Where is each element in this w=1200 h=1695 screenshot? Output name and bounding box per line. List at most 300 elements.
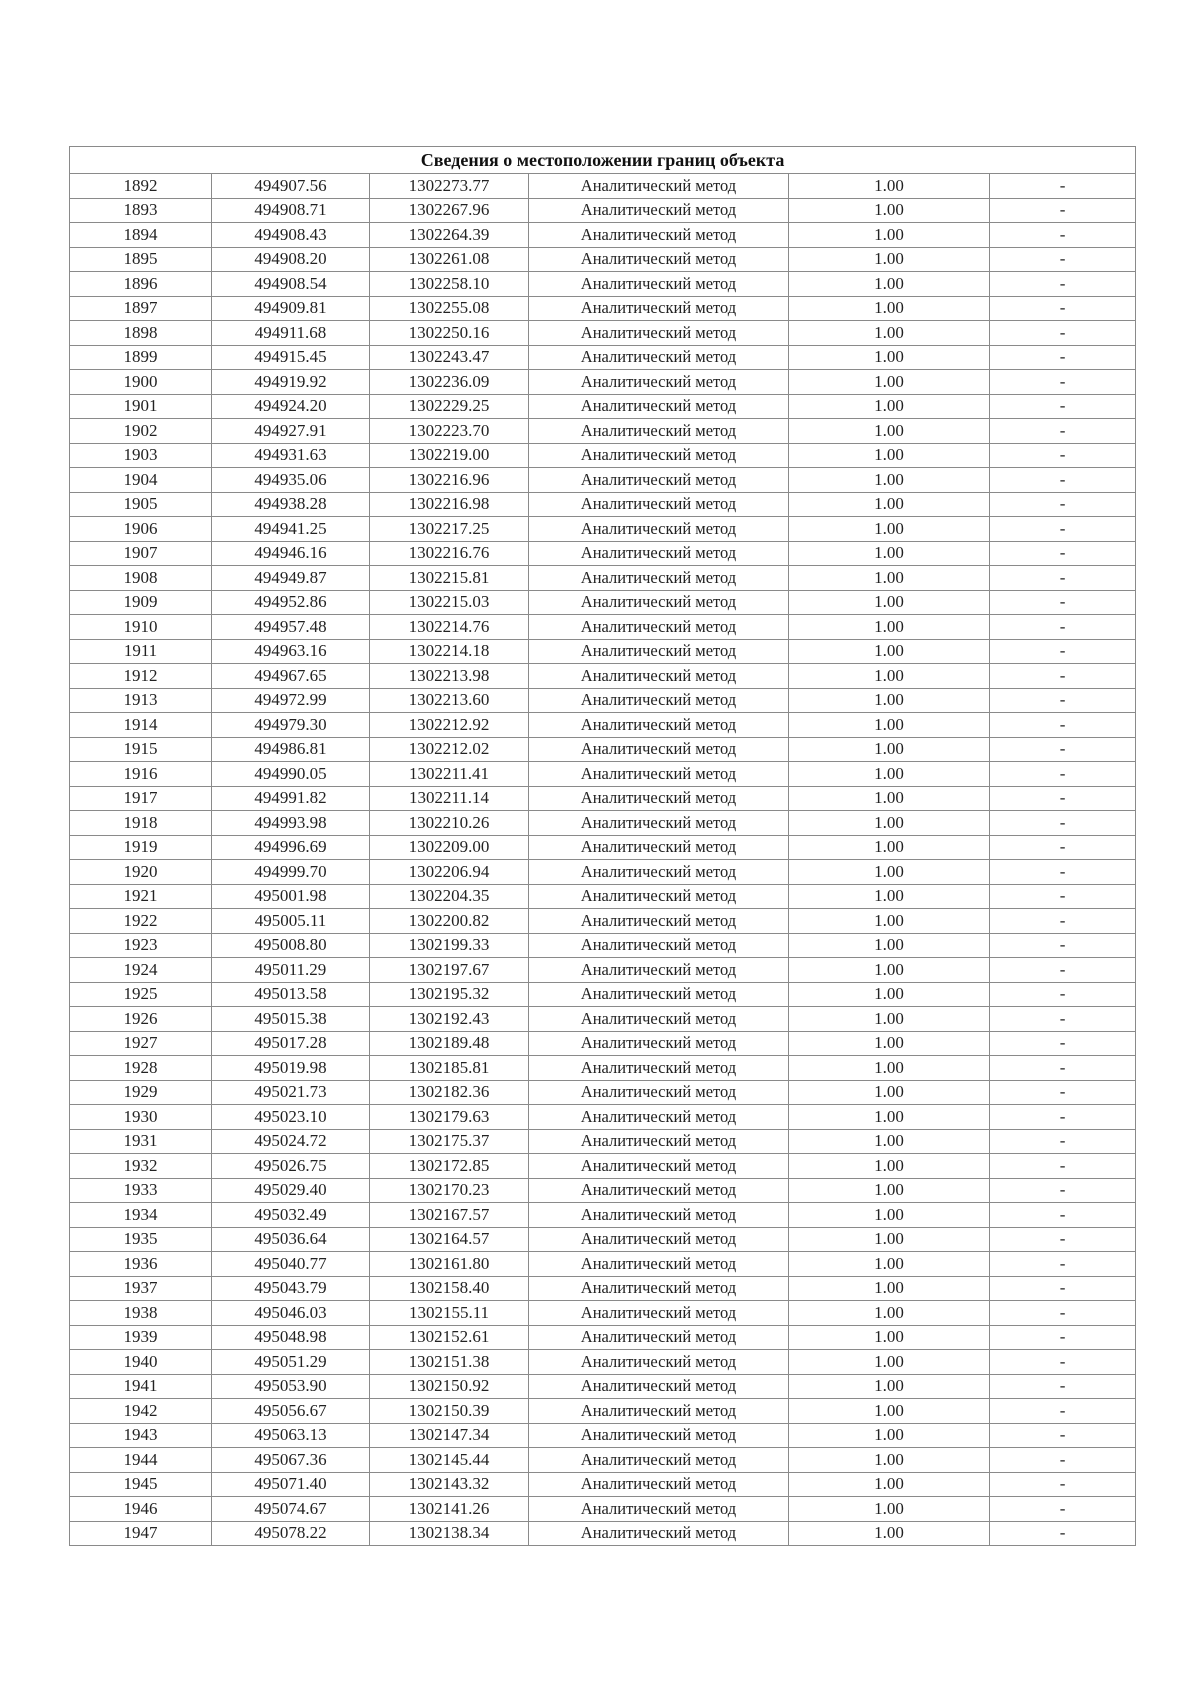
coord-y-cell: 1302258.10 (370, 272, 529, 297)
point-number-cell: 1942 (70, 1399, 212, 1424)
point-number-cell: 1940 (70, 1350, 212, 1375)
description-cell: - (990, 1521, 1136, 1546)
table-row (70, 1080, 1136, 1105)
accuracy-cell: 1.00 (789, 174, 990, 199)
method-cell: Аналитический метод (529, 1154, 789, 1179)
description-cell: - (990, 1472, 1136, 1497)
coord-y-cell: 1302182.36 (370, 1080, 529, 1105)
description-cell: - (990, 272, 1136, 297)
description-cell: - (990, 1154, 1136, 1179)
table-row (70, 933, 1136, 958)
description-cell: - (990, 1007, 1136, 1032)
coord-y-cell: 1302179.63 (370, 1105, 529, 1130)
description-cell: - (990, 958, 1136, 983)
method-cell: Аналитический метод (529, 958, 789, 983)
accuracy-cell: 1.00 (789, 566, 990, 591)
coord-y-cell: 1302141.26 (370, 1497, 529, 1522)
coord-y-cell: 1302243.47 (370, 345, 529, 370)
accuracy-cell: 1.00 (789, 1423, 990, 1448)
point-number-cell: 1908 (70, 566, 212, 591)
coord-y-cell: 1302264.39 (370, 223, 529, 248)
point-number-cell: 1922 (70, 909, 212, 934)
accuracy-cell: 1.00 (789, 1497, 990, 1522)
description-cell: - (990, 811, 1136, 836)
method-cell: Аналитический метод (529, 615, 789, 640)
coord-x-cell: 494931.63 (212, 443, 370, 468)
table-row (70, 835, 1136, 860)
point-number-cell: 1901 (70, 394, 212, 419)
description-cell: - (990, 296, 1136, 321)
table-row (70, 1399, 1136, 1424)
description-cell: - (990, 909, 1136, 934)
accuracy-cell: 1.00 (789, 737, 990, 762)
accuracy-cell: 1.00 (789, 933, 990, 958)
point-number-cell: 1944 (70, 1448, 212, 1473)
method-cell: Аналитический метод (529, 1080, 789, 1105)
point-number-cell: 1923 (70, 933, 212, 958)
accuracy-cell: 1.00 (789, 321, 990, 346)
coord-y-cell: 1302214.18 (370, 639, 529, 664)
coord-x-cell: 495040.77 (212, 1252, 370, 1277)
coord-x-cell: 495024.72 (212, 1129, 370, 1154)
method-cell: Аналитический метод (529, 394, 789, 419)
coord-y-cell: 1302195.32 (370, 982, 529, 1007)
accuracy-cell: 1.00 (789, 786, 990, 811)
coord-x-cell: 494941.25 (212, 517, 370, 542)
coord-x-cell: 494909.81 (212, 296, 370, 321)
method-cell: Аналитический метод (529, 1056, 789, 1081)
coord-y-cell: 1302273.77 (370, 174, 529, 199)
method-cell: Аналитический метод (529, 688, 789, 713)
method-cell: Аналитический метод (529, 370, 789, 395)
table-row (70, 1497, 1136, 1522)
coord-x-cell: 494993.98 (212, 811, 370, 836)
accuracy-cell: 1.00 (789, 198, 990, 223)
table-row (70, 394, 1136, 419)
point-number-cell: 1935 (70, 1227, 212, 1252)
coord-y-cell: 1302216.98 (370, 492, 529, 517)
point-number-cell: 1925 (70, 982, 212, 1007)
point-number-cell: 1894 (70, 223, 212, 248)
coord-x-cell: 494963.16 (212, 639, 370, 664)
point-number-cell: 1943 (70, 1423, 212, 1448)
description-cell: - (990, 198, 1136, 223)
point-number-cell: 1937 (70, 1276, 212, 1301)
table-row (70, 468, 1136, 493)
accuracy-cell: 1.00 (789, 468, 990, 493)
coord-x-cell: 494946.16 (212, 541, 370, 566)
table-row (70, 1374, 1136, 1399)
coord-x-cell: 495005.11 (212, 909, 370, 934)
accuracy-cell: 1.00 (789, 664, 990, 689)
method-cell: Аналитический метод (529, 1301, 789, 1326)
coord-x-cell: 495001.98 (212, 884, 370, 909)
table-row (70, 1350, 1136, 1375)
point-number-cell: 1933 (70, 1178, 212, 1203)
coord-x-cell: 494996.69 (212, 835, 370, 860)
coord-x-cell: 495078.22 (212, 1521, 370, 1546)
accuracy-cell: 1.00 (789, 1448, 990, 1473)
table-row (70, 860, 1136, 885)
table-row (70, 737, 1136, 762)
coord-x-cell: 494927.91 (212, 419, 370, 444)
coord-x-cell: 495036.64 (212, 1227, 370, 1252)
method-cell: Аналитический метод (529, 1472, 789, 1497)
table-row (70, 1129, 1136, 1154)
coord-y-cell: 1302206.94 (370, 860, 529, 885)
method-cell: Аналитический метод (529, 517, 789, 542)
accuracy-cell: 1.00 (789, 884, 990, 909)
point-number-cell: 1934 (70, 1203, 212, 1228)
coord-y-cell: 1302250.16 (370, 321, 529, 346)
accuracy-cell: 1.00 (789, 811, 990, 836)
table-row (70, 1301, 1136, 1326)
coord-x-cell: 495019.98 (212, 1056, 370, 1081)
coord-y-cell: 1302229.25 (370, 394, 529, 419)
description-cell: - (990, 786, 1136, 811)
method-cell: Аналитический метод (529, 982, 789, 1007)
table-row (70, 688, 1136, 713)
point-number-cell: 1926 (70, 1007, 212, 1032)
point-number-cell: 1920 (70, 860, 212, 885)
accuracy-cell: 1.00 (789, 1129, 990, 1154)
table-title: Сведения о местоположении границ объекта (70, 147, 1136, 174)
table-row (70, 762, 1136, 787)
coord-x-cell: 495021.73 (212, 1080, 370, 1105)
description-cell: - (990, 492, 1136, 517)
coord-x-cell: 495046.03 (212, 1301, 370, 1326)
coord-x-cell: 494919.92 (212, 370, 370, 395)
method-cell: Аналитический метод (529, 1448, 789, 1473)
coord-x-cell: 495032.49 (212, 1203, 370, 1228)
table-row (70, 419, 1136, 444)
accuracy-cell: 1.00 (789, 1276, 990, 1301)
coord-y-cell: 1302215.81 (370, 566, 529, 591)
method-cell: Аналитический метод (529, 345, 789, 370)
coord-y-cell: 1302147.34 (370, 1423, 529, 1448)
method-cell: Аналитический метод (529, 639, 789, 664)
method-cell: Аналитический метод (529, 1129, 789, 1154)
method-cell: Аналитический метод (529, 1497, 789, 1522)
coord-y-cell: 1302175.37 (370, 1129, 529, 1154)
description-cell: - (990, 1227, 1136, 1252)
accuracy-cell: 1.00 (789, 517, 990, 542)
method-cell: Аналитический метод (529, 1031, 789, 1056)
accuracy-cell: 1.00 (789, 1031, 990, 1056)
accuracy-cell: 1.00 (789, 835, 990, 860)
method-cell: Аналитический метод (529, 860, 789, 885)
accuracy-cell: 1.00 (789, 1080, 990, 1105)
table-row (70, 1472, 1136, 1497)
coord-y-cell: 1302223.70 (370, 419, 529, 444)
table-row (70, 1227, 1136, 1252)
method-cell: Аналитический метод (529, 713, 789, 738)
accuracy-cell: 1.00 (789, 958, 990, 983)
coord-x-cell: 495048.98 (212, 1325, 370, 1350)
coord-x-cell: 495051.29 (212, 1350, 370, 1375)
description-cell: - (990, 566, 1136, 591)
coord-y-cell: 1302197.67 (370, 958, 529, 983)
point-number-cell: 1918 (70, 811, 212, 836)
point-number-cell: 1902 (70, 419, 212, 444)
description-cell: - (990, 345, 1136, 370)
coord-y-cell: 1302212.92 (370, 713, 529, 738)
table-title-row (70, 147, 1136, 174)
coord-y-cell: 1302213.60 (370, 688, 529, 713)
description-cell: - (990, 884, 1136, 909)
coord-y-cell: 1302170.23 (370, 1178, 529, 1203)
coord-y-cell: 1302210.26 (370, 811, 529, 836)
point-number-cell: 1924 (70, 958, 212, 983)
description-cell: - (990, 688, 1136, 713)
point-number-cell: 1936 (70, 1252, 212, 1277)
coord-x-cell: 494915.45 (212, 345, 370, 370)
coord-x-cell: 494957.48 (212, 615, 370, 640)
table-row (70, 247, 1136, 272)
accuracy-cell: 1.00 (789, 1472, 990, 1497)
table-row (70, 541, 1136, 566)
table-row (70, 443, 1136, 468)
coord-y-cell: 1302216.76 (370, 541, 529, 566)
coord-x-cell: 495011.29 (212, 958, 370, 983)
accuracy-cell: 1.00 (789, 615, 990, 640)
coord-y-cell: 1302236.09 (370, 370, 529, 395)
description-cell: - (990, 1252, 1136, 1277)
coord-y-cell: 1302211.14 (370, 786, 529, 811)
point-number-cell: 1893 (70, 198, 212, 223)
table-row (70, 272, 1136, 297)
accuracy-cell: 1.00 (789, 713, 990, 738)
method-cell: Аналитический метод (529, 737, 789, 762)
method-cell: Аналитический метод (529, 590, 789, 615)
coord-x-cell: 494952.86 (212, 590, 370, 615)
description-cell: - (990, 639, 1136, 664)
coord-x-cell: 494908.71 (212, 198, 370, 223)
table-row (70, 1521, 1136, 1546)
table-row (70, 639, 1136, 664)
table-row (70, 1178, 1136, 1203)
description-cell: - (990, 615, 1136, 640)
coord-y-cell: 1302219.00 (370, 443, 529, 468)
description-cell: - (990, 370, 1136, 395)
point-number-cell: 1929 (70, 1080, 212, 1105)
point-number-cell: 1947 (70, 1521, 212, 1546)
table-body (70, 174, 1136, 1546)
accuracy-cell: 1.00 (789, 909, 990, 934)
accuracy-cell: 1.00 (789, 1399, 990, 1424)
point-number-cell: 1909 (70, 590, 212, 615)
coord-x-cell: 494938.28 (212, 492, 370, 517)
coord-x-cell: 494972.99 (212, 688, 370, 713)
coord-y-cell: 1302192.43 (370, 1007, 529, 1032)
accuracy-cell: 1.00 (789, 1325, 990, 1350)
coord-y-cell: 1302212.02 (370, 737, 529, 762)
coord-x-cell: 494979.30 (212, 713, 370, 738)
table-row (70, 1154, 1136, 1179)
method-cell: Аналитический метод (529, 835, 789, 860)
point-number-cell: 1895 (70, 247, 212, 272)
point-number-cell: 1913 (70, 688, 212, 713)
description-cell: - (990, 835, 1136, 860)
description-cell: - (990, 1325, 1136, 1350)
coord-x-cell: 494911.68 (212, 321, 370, 346)
coord-x-cell: 494986.81 (212, 737, 370, 762)
point-number-cell: 1917 (70, 786, 212, 811)
coord-x-cell: 495074.67 (212, 1497, 370, 1522)
coord-y-cell: 1302216.96 (370, 468, 529, 493)
coord-x-cell: 495008.80 (212, 933, 370, 958)
point-number-cell: 1945 (70, 1472, 212, 1497)
coord-y-cell: 1302189.48 (370, 1031, 529, 1056)
description-cell: - (990, 1497, 1136, 1522)
method-cell: Аналитический метод (529, 1521, 789, 1546)
description-cell: - (990, 1423, 1136, 1448)
table-row (70, 1252, 1136, 1277)
accuracy-cell: 1.00 (789, 590, 990, 615)
coord-x-cell: 495043.79 (212, 1276, 370, 1301)
table-row (70, 713, 1136, 738)
method-cell: Аналитический метод (529, 1325, 789, 1350)
accuracy-cell: 1.00 (789, 688, 990, 713)
coord-x-cell: 495056.67 (212, 1399, 370, 1424)
boundary-points-table (69, 146, 1136, 1546)
coord-y-cell: 1302209.00 (370, 835, 529, 860)
description-cell: - (990, 713, 1136, 738)
accuracy-cell: 1.00 (789, 1154, 990, 1179)
accuracy-cell: 1.00 (789, 860, 990, 885)
table-row (70, 345, 1136, 370)
description-cell: - (990, 590, 1136, 615)
point-number-cell: 1912 (70, 664, 212, 689)
point-number-cell: 1932 (70, 1154, 212, 1179)
method-cell: Аналитический метод (529, 419, 789, 444)
accuracy-cell: 1.00 (789, 1252, 990, 1277)
description-cell: - (990, 394, 1136, 419)
coord-y-cell: 1302161.80 (370, 1252, 529, 1277)
point-number-cell: 1938 (70, 1301, 212, 1326)
point-number-cell: 1916 (70, 762, 212, 787)
coord-x-cell: 494991.82 (212, 786, 370, 811)
method-cell: Аналитический метод (529, 762, 789, 787)
table-row (70, 517, 1136, 542)
coord-y-cell: 1302213.98 (370, 664, 529, 689)
method-cell: Аналитический метод (529, 664, 789, 689)
point-number-cell: 1892 (70, 174, 212, 199)
method-cell: Аналитический метод (529, 296, 789, 321)
table-row (70, 223, 1136, 248)
table-row (70, 174, 1136, 199)
description-cell: - (990, 1129, 1136, 1154)
point-number-cell: 1910 (70, 615, 212, 640)
coord-x-cell: 495023.10 (212, 1105, 370, 1130)
method-cell: Аналитический метод (529, 909, 789, 934)
coord-x-cell: 494907.56 (212, 174, 370, 199)
method-cell: Аналитический метод (529, 247, 789, 272)
point-number-cell: 1919 (70, 835, 212, 860)
point-number-cell: 1939 (70, 1325, 212, 1350)
method-cell: Аналитический метод (529, 272, 789, 297)
table-row (70, 958, 1136, 983)
point-number-cell: 1905 (70, 492, 212, 517)
table-row (70, 370, 1136, 395)
accuracy-cell: 1.00 (789, 223, 990, 248)
accuracy-cell: 1.00 (789, 1521, 990, 1546)
coord-x-cell: 494949.87 (212, 566, 370, 591)
coord-x-cell: 494908.54 (212, 272, 370, 297)
coord-y-cell: 1302145.44 (370, 1448, 529, 1473)
point-number-cell: 1915 (70, 737, 212, 762)
method-cell: Аналитический метод (529, 174, 789, 199)
coord-x-cell: 494967.65 (212, 664, 370, 689)
description-cell: - (990, 443, 1136, 468)
coord-y-cell: 1302164.57 (370, 1227, 529, 1252)
description-cell: - (990, 1276, 1136, 1301)
method-cell: Аналитический метод (529, 443, 789, 468)
accuracy-cell: 1.00 (789, 247, 990, 272)
method-cell: Аналитический метод (529, 1399, 789, 1424)
table-row (70, 1007, 1136, 1032)
accuracy-cell: 1.00 (789, 370, 990, 395)
coord-x-cell: 494908.20 (212, 247, 370, 272)
accuracy-cell: 1.00 (789, 1056, 990, 1081)
description-cell: - (990, 1350, 1136, 1375)
coord-y-cell: 1302204.35 (370, 884, 529, 909)
description-cell: - (990, 468, 1136, 493)
method-cell: Аналитический метод (529, 1178, 789, 1203)
table-row (70, 909, 1136, 934)
coord-y-cell: 1302185.81 (370, 1056, 529, 1081)
point-number-cell: 1927 (70, 1031, 212, 1056)
point-number-cell: 1946 (70, 1497, 212, 1522)
description-cell: - (990, 1448, 1136, 1473)
accuracy-cell: 1.00 (789, 1374, 990, 1399)
method-cell: Аналитический метод (529, 468, 789, 493)
point-number-cell: 1904 (70, 468, 212, 493)
coord-x-cell: 495063.13 (212, 1423, 370, 1448)
point-number-cell: 1911 (70, 639, 212, 664)
coord-y-cell: 1302217.25 (370, 517, 529, 542)
point-number-cell: 1921 (70, 884, 212, 909)
coord-x-cell: 494924.20 (212, 394, 370, 419)
accuracy-cell: 1.00 (789, 1178, 990, 1203)
accuracy-cell: 1.00 (789, 1227, 990, 1252)
accuracy-cell: 1.00 (789, 443, 990, 468)
description-cell: - (990, 247, 1136, 272)
coord-y-cell: 1302215.03 (370, 590, 529, 615)
description-cell: - (990, 982, 1136, 1007)
table-row (70, 1031, 1136, 1056)
method-cell: Аналитический метод (529, 1227, 789, 1252)
method-cell: Аналитический метод (529, 1105, 789, 1130)
description-cell: - (990, 1399, 1136, 1424)
coord-x-cell: 495013.58 (212, 982, 370, 1007)
coord-y-cell: 1302167.57 (370, 1203, 529, 1228)
description-cell: - (990, 419, 1136, 444)
description-cell: - (990, 1301, 1136, 1326)
coord-y-cell: 1302151.38 (370, 1350, 529, 1375)
table-row (70, 590, 1136, 615)
table-row (70, 321, 1136, 346)
method-cell: Аналитический метод (529, 1203, 789, 1228)
method-cell: Аналитический метод (529, 811, 789, 836)
coord-y-cell: 1302152.61 (370, 1325, 529, 1350)
accuracy-cell: 1.00 (789, 982, 990, 1007)
description-cell: - (990, 541, 1136, 566)
point-number-cell: 1907 (70, 541, 212, 566)
point-number-cell: 1906 (70, 517, 212, 542)
method-cell: Аналитический метод (529, 566, 789, 591)
point-number-cell: 1931 (70, 1129, 212, 1154)
